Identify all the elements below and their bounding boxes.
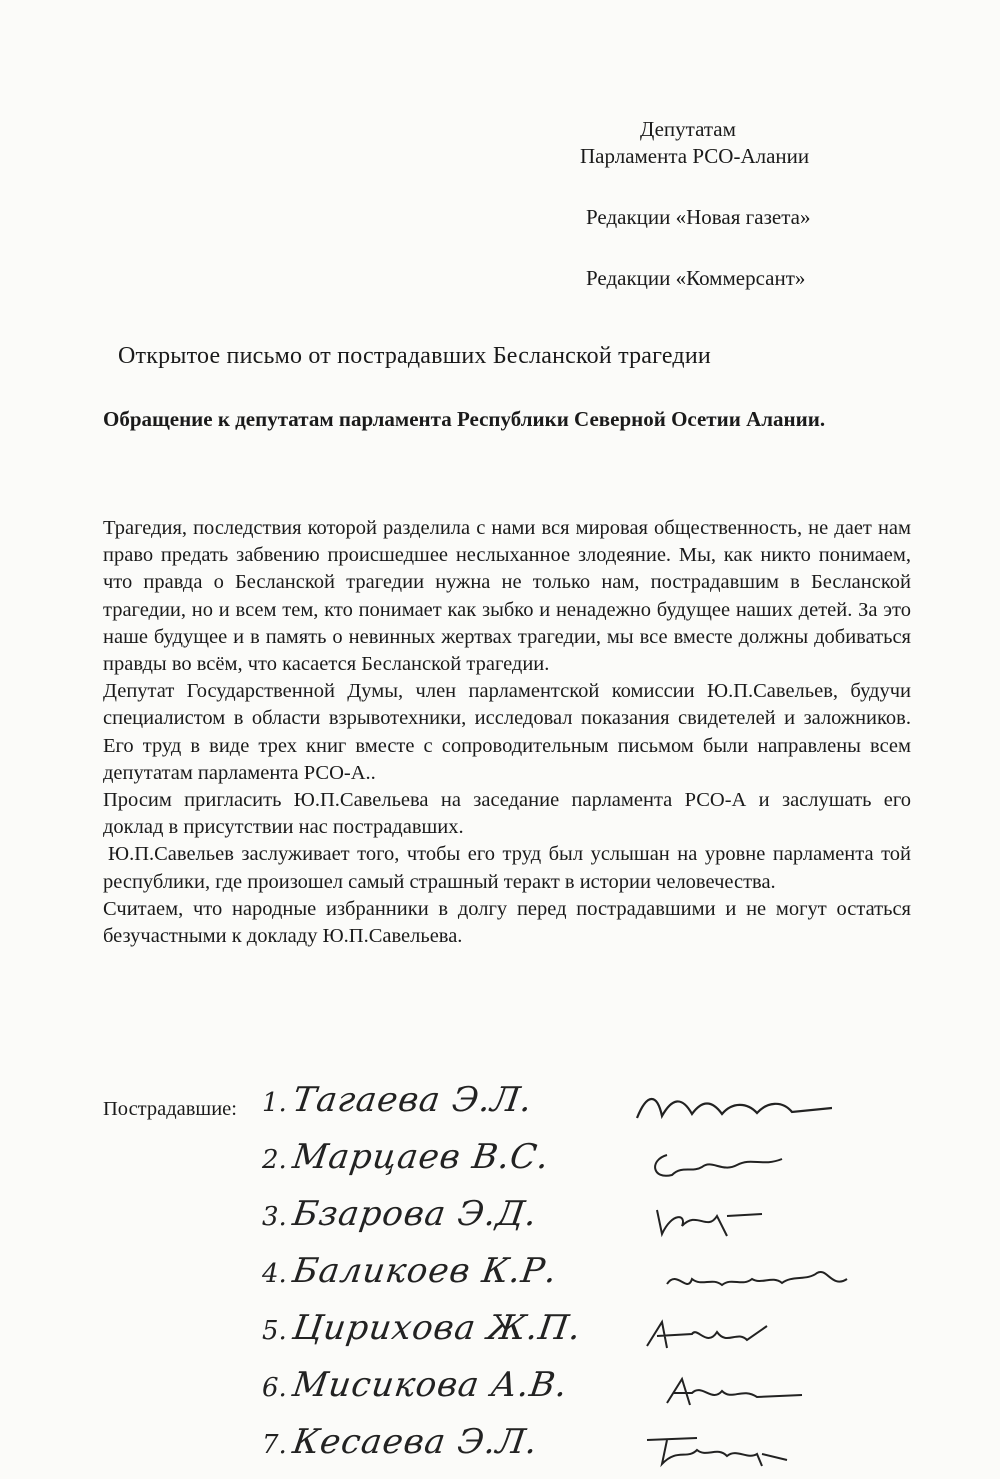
letter-subtitle: Обращение к депутатам парламента Республики Северной Осетии Алании. — [103, 407, 826, 431]
addressee-deputies: Депутатам — [640, 117, 736, 141]
signature-row — [262, 1308, 882, 1365]
signature-row — [262, 1365, 882, 1422]
letter-body — [103, 515, 911, 950]
handwritten-signature-mark — [662, 1373, 862, 1413]
handwritten-signature-mark — [632, 1088, 832, 1128]
addressee-novaya-gazeta: Редакции «Новая газета» — [586, 205, 811, 229]
signature-list — [262, 1080, 882, 1479]
paragraph-4: Ю.П.Савельев заслуживает того, чтобы его труд был услышан на уровне парламента той республики, где произошел самый страшный теракт в истории человечества. — [103, 843, 911, 893]
letter-title: Открытое письмо от пострадавших Бесланской трагедии — [118, 343, 711, 369]
paragraph-1: Трагедия, последствия которой разделила с нами вся мировая общественность, не дает нам право предать забвению происшедшее неслыханное злодеяние. Мы, как никто понимаем, что правда о Бесланской трагедии нужна не только нам, пострадавшим в Бесланской трагедии, но и всем тем, кто понимает как зыбко и ненадежно будущее наших детей. За это наше будущее и в память о невинных жертвах трагедии, мы все вместе должны добиваться правды во всём, что касается Бесланской трагедии. — [103, 517, 911, 676]
handwritten-signature-mark — [662, 1259, 862, 1299]
signature-name: Баликоев К.Р. — [290, 1251, 561, 1291]
signature-number: 1. — [262, 1088, 287, 1118]
signature-number: 4. — [262, 1259, 287, 1289]
signature-name: Бзарова Э.Д. — [290, 1194, 541, 1234]
handwritten-signature-mark — [637, 1316, 837, 1356]
handwritten-signature-mark — [637, 1430, 837, 1470]
addressee-parliament: Парламента РСО-Алании — [580, 144, 810, 168]
paragraph-3: Просим пригласить Ю.П.Савельева на заседание парламента РСО-А и заслушать его доклад в присутствии нас пострадавших. — [103, 789, 911, 839]
signature-row — [262, 1137, 882, 1194]
signature-number: 7. — [262, 1430, 287, 1460]
signature-number: 5. — [262, 1316, 287, 1346]
signature-row — [262, 1194, 882, 1251]
handwritten-signature-mark — [647, 1145, 847, 1185]
signers-label: Пострадавшие: — [103, 1098, 237, 1120]
signature-name: Цирихова Ж.П. — [290, 1308, 585, 1348]
paragraph-5: Считаем, что народные избранники в долгу перед пострадавшими и не могут остаться безучастными к докладу Ю.П.Савельева. — [103, 897, 911, 948]
addressee-kommersant: Редакции «Коммерсант» — [586, 266, 806, 290]
signature-row — [262, 1422, 882, 1479]
signature-name: Марцаев В.С. — [290, 1137, 553, 1177]
signature-number: 2. — [262, 1145, 287, 1175]
signature-row — [262, 1251, 882, 1308]
signature-row — [262, 1080, 882, 1137]
addressee-block — [560, 116, 880, 292]
signature-name: Кесаева Э.Л. — [290, 1422, 541, 1462]
signature-name: Мисикова А.В. — [290, 1365, 571, 1405]
handwritten-signature-mark — [647, 1202, 847, 1242]
signature-number: 3. — [262, 1202, 287, 1232]
signature-number: 6. — [262, 1373, 287, 1403]
paragraph-2: Депутат Государственной Думы, член парламентской комиссии Ю.П.Савельев, будучи специалистом в области взрывотехники, исследовал показания свидетелей и заложников. Его труд в виде трех книг вместе с сопроводительным письмом были направлены всем депутатам парламента РСО-А.. — [103, 680, 911, 784]
signature-name: Тагаева Э.Л. — [290, 1080, 536, 1120]
